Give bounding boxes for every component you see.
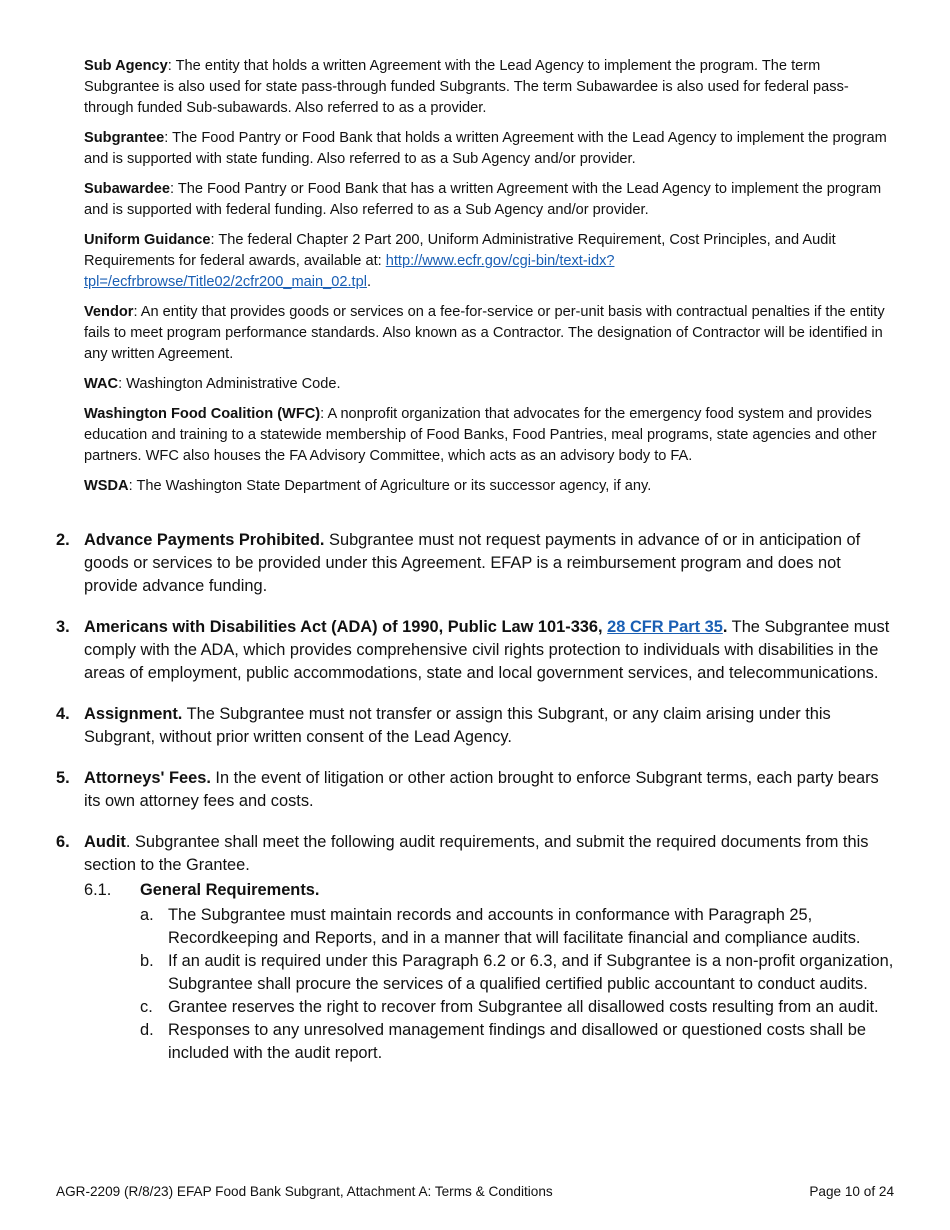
list-item-text: Grantee reserves the right to recover from Subgrantee all disallowed costs resulting from an audit. [168,998,879,1016]
section-number: 6. [56,833,70,851]
list-item-text: Responses to any unresolved management findings and disallowed or questioned costs shall be included with the audit report. [168,1021,866,1062]
definition-term: Sub Agency [84,58,168,74]
subsection-title: General Requirements. [140,881,320,899]
section-attorneys-fees [56,767,896,813]
section-title: Assignment. [84,705,183,723]
definition-text: : Washington Administrative Code. [118,376,341,392]
definition-term: WSDA [84,478,129,494]
list-item-letter: b. [140,952,154,970]
definition-text-end: . [366,274,372,290]
requirement-list [140,904,896,1065]
section-text: The Subgrantee must not transfer or assign this Subgrant, or any claim arising under this Subgrant, without prior written consent of the Lead Agency. [84,705,831,746]
definition-term: Subawardee [84,181,170,197]
definition-wac [84,374,896,395]
section-number: 3. [56,618,70,636]
definition-text: : A nonprofit organization that advocates for the emergency food system and provides education and training to a statewide membership of Food Banks, Food Pantries, meal programs, state agencies and other partners. WFC also houses the FA Advisory Committee, which acts as an advisory body to FA. [84,406,877,464]
list-item-letter: a. [140,906,154,924]
ecfr-link[interactable]: http://www.ecfr.gov/cgi-bin/text-idx?tpl=/ecfrbrowse/Title02/2cfr200_main_02.tpl [84,253,615,290]
footer-document-id: AGR-2209 (R/8/23) EFAP Food Bank Subgrant, Attachment A: Terms & Conditions [56,1184,553,1199]
section-number: 4. [56,705,70,723]
section-text: Subgrantee must not request payments in advance of or in anticipation of goods or services to be provided under this Agreement. EFAP is a reimbursement program and does not provide advance funding. [84,531,861,595]
list-item-letter: d. [140,1021,154,1039]
subsection-general-requirements [84,879,896,1065]
section-text: . Subgrantee shall meet the following audit requirements, and submit the required documents from this section to the Grantee. [84,833,869,874]
definition-uniform-guidance [84,230,896,293]
section-title: Americans with Disabilities Act (ADA) of 1990, Public Law 101-336, [84,618,608,636]
cfr-part-35-link[interactable]: 28 CFR Part 35 [607,618,723,636]
section-text: The Subgrantee must comply with the ADA, which provides comprehensive civil rights protection to individuals with disabilities in the areas of employment, public accommodations, state and local government services, and telecommunications. [84,618,890,682]
section-assignment [56,703,896,749]
definition-text: : The Food Pantry or Food Bank that holds a written Agreement with the Lead Agency to implement the program and is supported with state funding. Also referred to as a Sub Agency and/or provider. [84,130,887,167]
footer-page-number: Page 10 of 24 [809,1184,894,1199]
definition-term: WAC [84,376,119,392]
definition-term: Vendor [84,304,134,320]
section-title: Advance Payments Prohibited. [84,531,325,549]
definition-subgrantee [84,128,896,170]
definition-subawardee [84,179,896,221]
list-item [140,904,896,950]
section-ada [56,616,896,685]
section-title: Audit [84,833,126,851]
definition-sub-agency [84,56,896,119]
section-title: Attorneys' Fees. [84,769,211,787]
definition-text: : An entity that provides goods or services on a fee-for-service or per-unit basis with contractual penalties if the entity fails to meet program performance standards. Also known as a Contractor. The designation of Contractor will be identified in any written Agreement. [84,304,885,362]
definition-text: : The entity that holds a written Agreement with the Lead Agency to implement the program. The term Subgrantee is also used for state pass-through funded Subgrants. The term Subawardee is also used for federal pass-through funded Sub-subawards. Also referred to as a provider. [84,58,849,116]
numbered-sections [56,529,896,1083]
definition-wsda [84,476,896,497]
definition-text: : The Food Pantry or Food Bank that has a written Agreement with the Lead Agency to implement the program and is supported with federal funding. Also referred to as a Sub Agency and/or provider. [84,181,882,218]
list-item-text: The Subgrantee must maintain records and accounts in conformance with Paragraph 25, Recordkeeping and Reports, and in a manner that will facilitate financial and compliance audits. [168,906,861,947]
section-audit [56,831,896,1065]
list-item-text: If an audit is required under this Paragraph 6.2 or 6.3, and if Subgrantee is a non-profit organization, Subgrantee shall procure the services of a qualified certified public accountant to conduct audits. [168,952,894,993]
definition-term: Subgrantee [84,130,165,146]
list-item [140,996,896,1019]
list-item [140,1019,896,1065]
section-title-end: . [722,618,728,636]
definition-text: : The federal Chapter 2 Part 200, Uniform Administrative Requirement, Cost Principles, and Audit Requirements for federal awards, available at: [84,232,836,269]
page-footer [56,1184,894,1199]
section-advance-payments [56,529,896,598]
list-item [140,950,896,996]
section-text: In the event of litigation or other action brought to enforce Subgrant terms, each party bears its own attorney fees and costs. [84,769,879,810]
section-number: 2. [56,531,70,549]
section-number: 5. [56,769,70,787]
definition-text: : The Washington State Department of Agriculture or its successor agency, if any. [128,478,652,494]
definition-term: Uniform Guidance [84,232,211,248]
definition-wfc [84,404,896,467]
definition-vendor [84,302,896,365]
subsection-number: 6.1. [84,881,112,899]
list-item-letter: c. [140,998,153,1016]
definition-term: Washington Food Coalition (WFC) [84,406,321,422]
definitions-list [84,56,896,506]
